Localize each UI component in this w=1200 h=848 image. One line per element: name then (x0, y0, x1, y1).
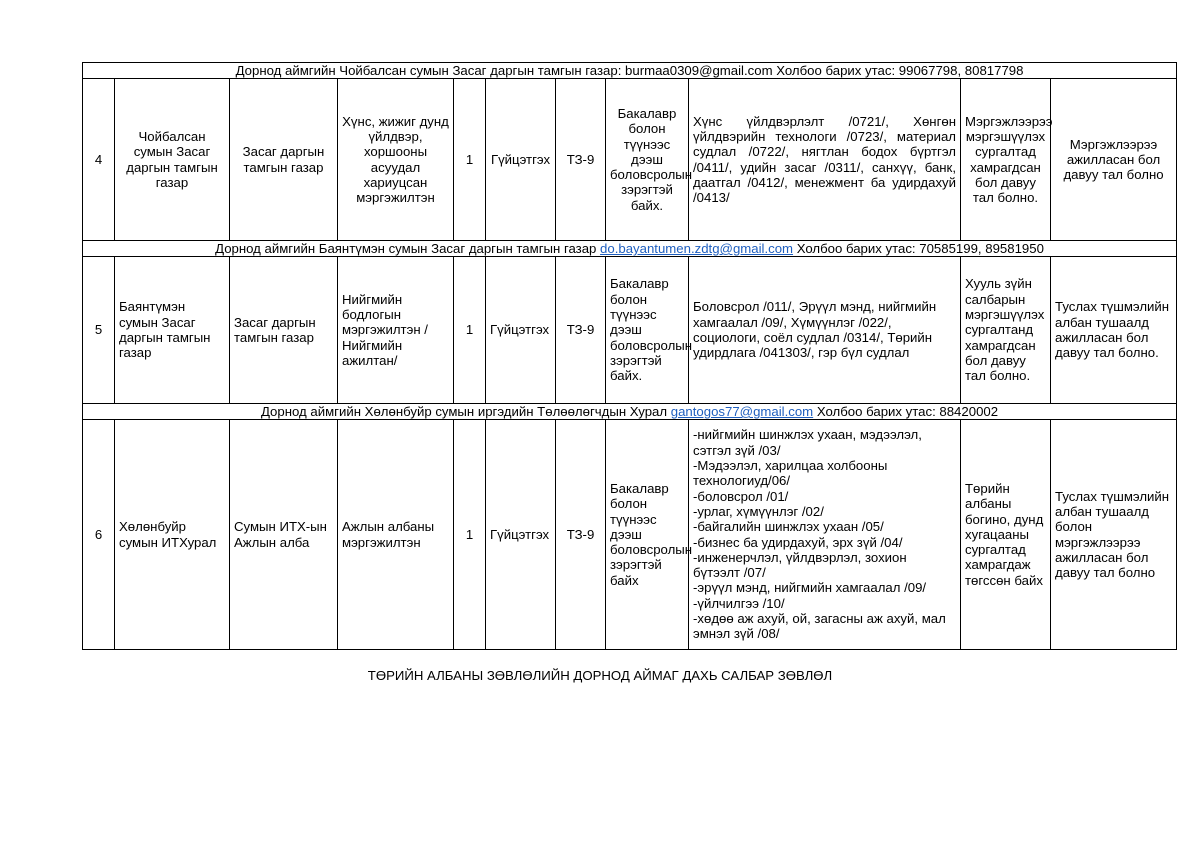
org-header-row (83, 63, 1177, 79)
profession-cell: Боловсрол /011/, Эрүүл мэнд, нийгмийн хамгаалал /09/, Хүмүүнлэг /022/, социологи, соёл судлал /0314/, Төрийн удирдлага /041303/, гэр бүл судлал (689, 257, 961, 404)
training-cell: Төрийн албаны богино, дунд хугацааны сургалтад хамрагдаж төгссөн байх (961, 420, 1051, 650)
organization-cell: Чойбалсан сумын Засаг даргын тамгын газар (115, 79, 230, 241)
experience-cell: Мэргэжлээрээ ажилласан бол давуу тал болно (1051, 79, 1177, 241)
education-cell: Бакалавр болон түүнээс дээш боловсролын зэрэгтэй байх. (606, 79, 689, 241)
org-header-text: Дорнод аймгийн Чойбалсан сумын Засаг даргын тамгын газар: burmaa0309@gmail.com Холбоо барих утас: 99067798, 80817798 (235, 63, 1024, 78)
profession-line: -хөдөө аж ахуй, ой, загасны аж ахуй, мал эмнэл зүй /08/ (693, 610, 946, 642)
organization-cell: Хөлөнбуйр сумын ИТХурал (115, 420, 230, 650)
rank-cell: Гүйцэтгэх (486, 79, 556, 241)
training-cell: Мэргэжлээрээ мэргэшүүлэх сургалтад хамрагдсан бол давуу тал болно. (961, 79, 1051, 241)
class-cell: ТЗ-9 (556, 420, 606, 650)
email-link[interactable]: do.bayantumen.zdtg@gmail.com (600, 241, 794, 256)
row-number: 5 (83, 257, 115, 404)
rank-cell: Гүйцэтгэх (486, 257, 556, 404)
profession-cell (689, 420, 961, 650)
org-header (83, 63, 1177, 79)
department-cell: Сумын ИТХ-ын Ажлын алба (230, 420, 338, 650)
education-cell: Бакалавр болон түүнээс дээш боловсролын зэрэгтэй байх (606, 420, 689, 650)
row-number: 4 (83, 79, 115, 241)
class-cell: ТЗ-9 (556, 257, 606, 404)
org-header-phone: Холбоо барих утас: 70585199, 89581950 (793, 241, 1044, 256)
count-cell: 1 (454, 79, 486, 241)
profession-line: -Мэдээлэл, харилцаа холбооны технологиуд/06/ (693, 458, 888, 489)
vacancy-table (82, 62, 1177, 650)
org-header (83, 241, 1177, 257)
org-header-text: Дорнод аймгийн Баянтүмэн сумын Засаг даргын тамгын газар (215, 241, 601, 256)
org-header-phone: Холбоо барих утас: 88420002 (813, 404, 999, 419)
row-number: 6 (83, 420, 115, 650)
training-cell: Хууль зүйн салбарын мэргэшүүлэх сургалтанд хамрагдсан бол давуу тал болно. (961, 257, 1051, 404)
table-row (83, 79, 1177, 241)
table-row (83, 420, 1177, 650)
education-cell: Бакалавр болон түүнээс дээш боловсролын зэрэгтэй байх. (606, 257, 689, 404)
rank-cell: Гүйцэтгэх (486, 420, 556, 650)
organization-cell: Баянтүмэн сумын Засаг даргын тамгын газар (115, 257, 230, 404)
profession-line: -нийгмийн шинжлэх ухаан, мэдээлэл, сэтгэл зүй /03/ (693, 427, 922, 458)
profession-line: -боловсрол /01/ (693, 488, 789, 504)
class-cell: ТЗ-9 (556, 79, 606, 241)
footer-title: ТӨРИЙН АЛБАНЫ ЗӨВЛӨЛИЙН ДОРНОД АЙМАГ ДАХЬ САЛБАР ЗӨВЛӨЛ (367, 668, 833, 683)
org-header-row (83, 241, 1177, 257)
department-cell: Засаг даргын тамгын газар (230, 79, 338, 241)
org-header-row (83, 404, 1177, 420)
position-cell: Ажлын албаны мэргэжилтэн (338, 420, 454, 650)
department-cell: Засаг даргын тамгын газар (230, 257, 338, 404)
position-cell: Хүнс, жижиг дунд үйлдвэр, хоршооны асуудал хариуцсан мэргэжилтэн (338, 79, 454, 241)
profession-cell: Хүнс үйлдвэрлэлт /0721/, Хөнгөн үйлдвэрийн технологи /0723/, материал судлал /0722/, нягтлан бодох бүртгэл /0411/, удийн засаг /0311/, санхүү, банк, даатгал /0412/, менежмент ба удирдахуй /0413/ (689, 79, 961, 241)
count-cell: 1 (454, 257, 486, 404)
position-cell: Нийгмийн бодлогын мэргэжилтэн /Нийгмийн ажилтан/ (338, 257, 454, 404)
count-cell: 1 (454, 420, 486, 650)
profession-line: -бизнес ба удирдахуй, эрх зүй /04/ (693, 534, 903, 550)
profession-line: -үйлчилгээ /10/ (693, 595, 785, 611)
table-row (83, 257, 1177, 404)
profession-line: -байгалийн шинжлэх ухаан /05/ (693, 519, 884, 535)
profession-line: -урлаг, хүмүүнлэг /02/ (693, 503, 824, 519)
org-header (83, 404, 1177, 420)
email-link[interactable]: gantogos77@gmail.com (670, 404, 814, 419)
experience-cell: Туслах түшмэлийн албан тушаалд ажилласан бол давуу тал болно. (1051, 257, 1177, 404)
profession-line: -эрүүл мэнд, нийгмийн хамгаалал /09/ (693, 580, 927, 596)
experience-cell: Туслах түшмэлийн албан тушаалд болон мэргэжлээрээ ажилласан бол давуу тал болно (1051, 420, 1177, 650)
org-header-text: Дорнод аймгийн Хөлөнбуйр сумын иргэдийн Төлөөлөгчдын Хурал (260, 404, 671, 419)
profession-line: -инженерчлэл, үйлдвэрлэл, зохион бүтээлт /07/ (693, 549, 907, 581)
